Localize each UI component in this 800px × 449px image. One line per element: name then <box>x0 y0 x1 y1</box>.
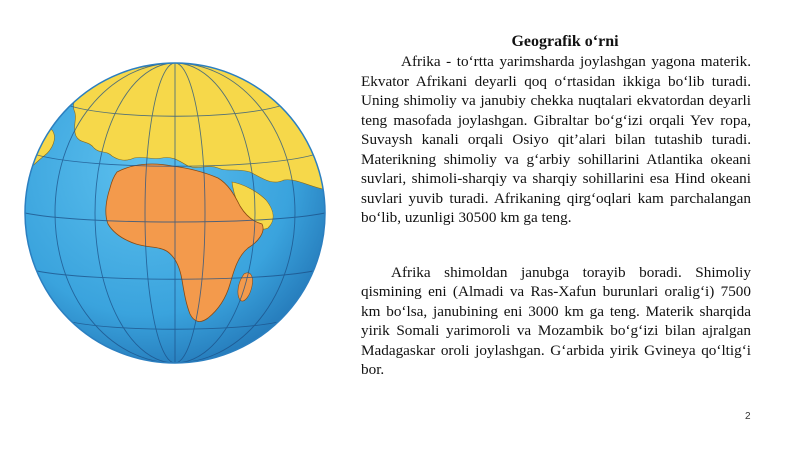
globe-illustration <box>22 60 328 366</box>
section-heading: Geografik o‘rni <box>511 33 619 50</box>
page-number: 2 <box>745 411 751 422</box>
paragraph-1: Afrika - to‘rtta yarimsharda joylashgan yagona materik. Ekvator Afrikani deyarli qoq o‘rtasidan ikkiga bo‘lib turadi. Uning shimoliy va janubiy chekka nuqtalari ekvatordan deyarli teng masofada joylashgan. Gibraltar bo‘g‘izi orqali Yev ropa, Suvaysh kanali orqali Osiyo qit’alari bilan tutashib turadi. Materikning shimoliy va g‘arbiy sohillarini Atlantika okeani suvlari, shimoli-sharqiy va sharqiy sohillarini esa Hind okeani suvlari yuvib turadi. Afrikaning qirg‘oqlari kam parchalangan bo‘lib, uzunligi 30500 km ga teng. <box>361 53 751 226</box>
globe-icon <box>22 60 328 366</box>
text-column <box>361 32 751 380</box>
paragraph-2: Afrika shimoldan janubga torayib boradi. Shimoliy qismining eni (Almadi va Ras-Xafun burunlari oralig‘i) 7500 km bo‘lsa, janubining eni 3000 km ga teng. Materik sharqida yirik Somali yarimoroli va Mozambik bo‘g‘izi bilan ajralgan Madagaskar oroli joylashgan. G‘arbida yirik Gvineya qo‘ltig‘i bor. <box>361 263 751 378</box>
